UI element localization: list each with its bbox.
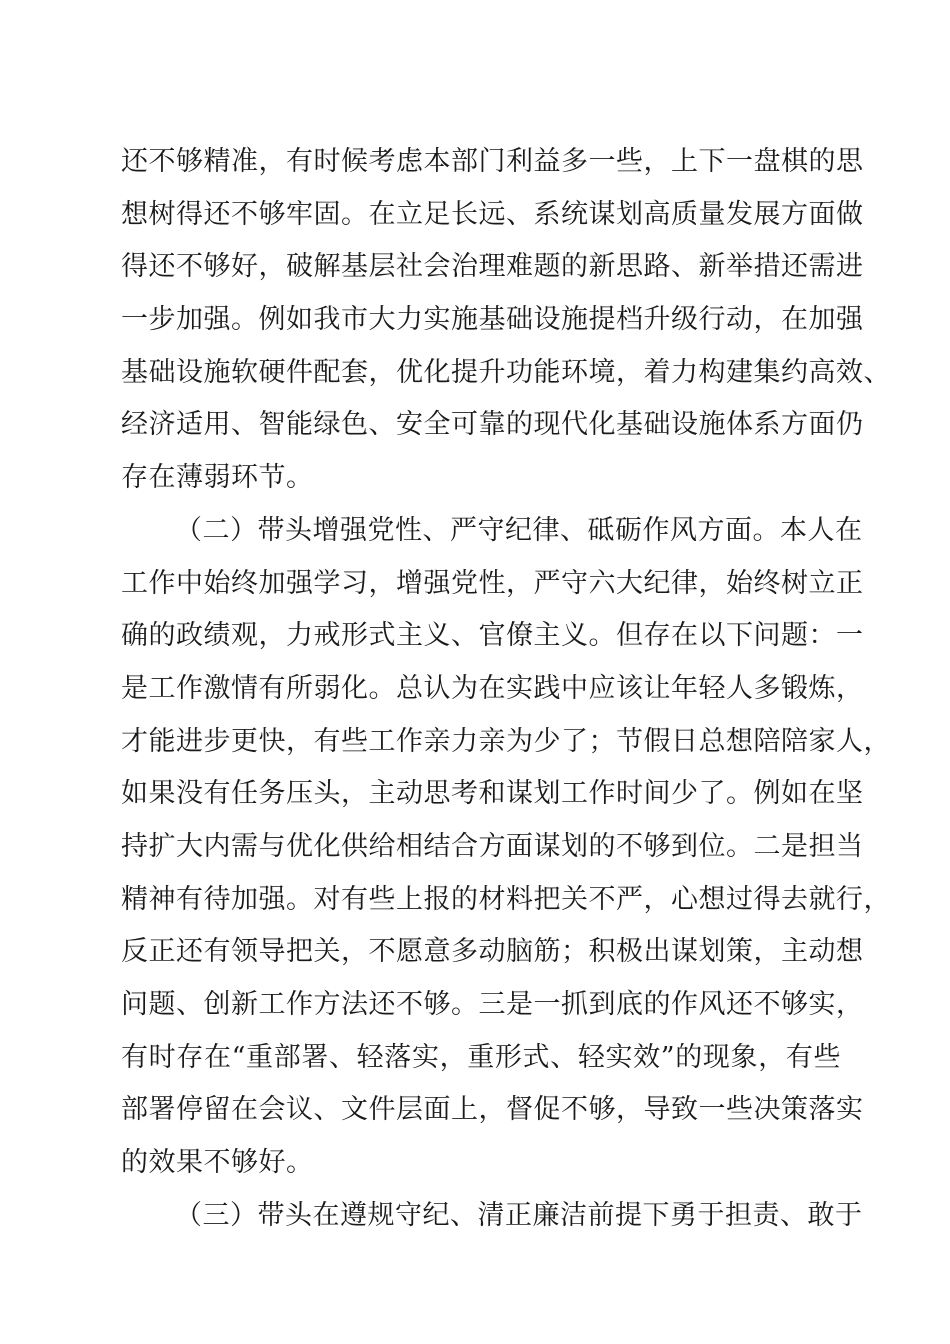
paragraph-section-2	[121, 505, 891, 1190]
text-line: 部署停留在会议、文件层面上，督促不够，导致一些决策落实	[121, 1094, 864, 1126]
text-line: （二）带头增强党性、严守纪律、砥砺作风方面。本人在	[175, 514, 863, 546]
text-line: 的效果不够好。	[121, 1147, 314, 1179]
text-line: 一步加强。例如我市大力实施基础设施提档升级行动，在加强	[121, 304, 864, 336]
text-line: 是工作激情有所弱化。总认为在实践中应该让年轻人多锻炼，	[121, 672, 864, 704]
text-line: 还不够精准，有时候考虑本部门利益多一些，上下一盘棋的思	[121, 146, 864, 177]
text-line: 存在薄弱环节。	[121, 462, 314, 494]
document-body	[121, 136, 891, 1242]
paragraph-continuation	[121, 136, 891, 505]
text-line: （三）带头在遵规守纪、清正廉洁前提下勇于担责、敢于	[175, 1199, 863, 1231]
text-line: 才能进步更快，有些工作亲力亲为少了；节假日总想陪陪家人，	[121, 725, 891, 757]
text-line: 确的政绩观，力戒形式主义、官僚主义。但存在以下问题：一	[121, 620, 864, 652]
text-line: 想树得还不够牢固。在立足长远、系统谋划高质量发展方面做	[121, 198, 864, 230]
text-line: 问题、创新工作方法还不够。三是一抓到底的作风还不够实，	[121, 989, 864, 1020]
text-line: 精神有待加强。对有些上报的材料把关不严，心想过得去就行，	[121, 883, 891, 915]
paragraph-section-3	[121, 1190, 863, 1243]
text-line: 反正还有领导把关，不愿意多动脑筋；积极出谋划策，主动想	[121, 936, 864, 968]
text-line: 有时存在“重部署、轻落实，重形式、轻实效”的现象，有些	[121, 1041, 841, 1073]
text-line: 基础设施软硬件配套，优化提升功能环境，着力构建集约高效、	[121, 356, 891, 388]
text-line: 工作中始终加强学习，增强党性，严守六大纪律，始终树立正	[121, 567, 864, 599]
text-line: 经济适用、智能绿色、安全可靠的现代化基础设施体系方面仍	[121, 409, 864, 441]
text-line: 持扩大内需与优化供给相结合方面谋划的不够到位。二是担当	[121, 830, 864, 862]
text-line: 如果没有任务压头，主动思考和谋划工作时间少了。例如在坚	[121, 778, 864, 810]
text-line: 得还不够好，破解基层社会治理难题的新思路、新举措还需进	[121, 251, 864, 283]
